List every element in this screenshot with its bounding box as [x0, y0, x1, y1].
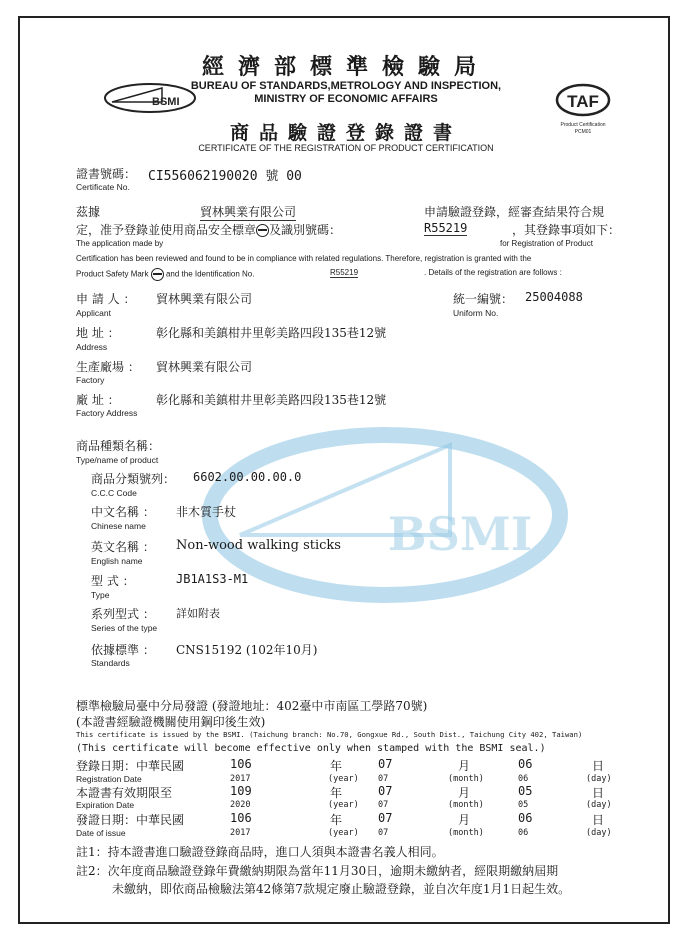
standards-label-en: Standards	[91, 658, 130, 668]
certificate-title-en: CERTIFICATE OF THE REGISTRATION OF PRODUCT CERTIFICATION	[198, 143, 494, 153]
expiration-day-en: (day)	[586, 800, 612, 810]
bureau-name-en	[0, 80, 692, 106]
factory-address-value: 彰化縣和美鎮柑井里彰美路四段135巷12號	[156, 393, 387, 407]
safety-mark-icon	[256, 224, 269, 237]
note-2-label: 註2：	[76, 864, 108, 878]
standards-label: 依據標準 ：	[91, 643, 155, 657]
issue-month: 07	[378, 811, 393, 825]
issue-year-unit: 年	[330, 813, 343, 827]
factory-value: 貿林興業有限公司	[156, 360, 253, 374]
intro-company	[200, 203, 296, 221]
intro-id-code-text: R55219	[424, 221, 468, 235]
ccc-label-en: C.C.C Code	[91, 488, 137, 498]
issue-year-ad: 2017	[230, 828, 251, 838]
expiration-month: 07	[378, 784, 393, 798]
registration-day: 06	[518, 757, 533, 771]
address-value: 彰化縣和美鎮柑井里彰美路四段135巷12號	[156, 326, 387, 340]
expiration-month-unit: 月	[458, 786, 471, 800]
expiration-date-label-en: Expiration Date	[76, 800, 135, 810]
issue-day-unit: 日	[592, 813, 605, 827]
ccc-label: 商品分類號列：	[91, 472, 176, 486]
expiration-date-label: 本證書有效期限至	[76, 786, 173, 800]
taf-logo-sub1: Product Certification	[560, 122, 606, 128]
expiration-year-en: (year)	[328, 800, 359, 810]
english-name-label: 英文名稱 ：	[91, 540, 155, 554]
issue-day: 06	[518, 811, 533, 825]
cert-no-label: 證書號碼：	[76, 167, 137, 181]
intro-line1-end: 申請驗證登錄，經審查結果符合規	[424, 205, 605, 219]
product-type-label: 商品種類名稱：	[76, 439, 161, 453]
note-1-text: 持本證書進口驗證登錄商品時，進口人須與本證書名義人相同。	[107, 845, 444, 859]
intro-line2-end: ，其登錄事項如下：	[512, 223, 621, 237]
factory-address-label: 廠 址 ：	[76, 393, 120, 407]
intro-en3	[76, 268, 254, 281]
note-1-label: 註1：	[76, 845, 108, 859]
uniform-label: 統一編號：	[453, 292, 514, 306]
bsmi-watermark-text: BSMI	[387, 507, 533, 561]
uniform-label-en: Uniform No.	[453, 308, 499, 318]
intro-en3-c	[330, 268, 358, 278]
model-value: JB1A1S3-M1	[176, 572, 249, 586]
series-value: 詳如附表	[176, 607, 220, 620]
expiration-month-en: (month)	[448, 800, 484, 810]
issuer-line4: (This certificate will become effective only when stamped with the BSMI seal.)	[76, 743, 546, 754]
issue-date-label-en: Date of issue	[76, 828, 126, 838]
product-type-label-en: Type/name of product	[76, 455, 159, 465]
registration-month-2: 07	[378, 774, 389, 784]
bureau-name-en-line1: BUREAU OF STANDARDS,METROLOGY AND INSPECTION,	[190, 80, 502, 92]
registration-year-ad: 2017	[230, 774, 251, 784]
expiration-day-2: 05	[518, 800, 529, 810]
cert-no-value: CI556062190020 號 00	[148, 169, 302, 184]
issue-day-2: 06	[518, 828, 529, 838]
taf-logo-sub2: PCM01	[574, 129, 592, 135]
intro-line2-a: 定，准予登錄並使用商品安全標章	[76, 223, 257, 237]
factory-address-label-en: Factory Address	[76, 408, 138, 418]
safety-mark-icon-en	[151, 268, 164, 281]
expiration-year-ad: 2020	[230, 800, 251, 810]
intro-en2: Certification has been reviewed and found to be in compliance with related regulations. Therefore, registration is granted with the	[76, 254, 532, 263]
expiration-year-roc: 109	[230, 784, 252, 798]
english-name-value: Non-wood walking sticks	[176, 538, 341, 553]
series-label: 系列型式 ：	[91, 607, 155, 621]
series-label-en: Series of the type	[91, 623, 158, 633]
address-label: 地 址 ：	[76, 326, 120, 340]
note-2-text-a: 次年度商品驗證登錄年費繳納期限為當年11月30日，逾期未繳納者，經限期繳納屆期	[107, 864, 559, 878]
bureau-name-en-line2: MINISTRY OF ECONOMIC AFFAIRS	[254, 93, 438, 105]
applicant-value: 貿林興業有限公司	[156, 292, 253, 306]
chinese-name-value: 非木質手杖	[176, 505, 237, 519]
registration-year-roc: 106	[230, 757, 252, 771]
issue-year-roc: 106	[230, 811, 252, 825]
applicant-label-en: Applicant	[76, 308, 111, 318]
issuer-line1: 標準檢驗局臺中分局發證 (發證地址：402臺中市南區工學路70號)	[76, 699, 428, 713]
chinese-name-label: 中文名稱 ：	[91, 505, 155, 519]
registration-year-en: (year)	[328, 774, 359, 784]
issuer-line2: (本證書經驗證機關使用鋼印後生效)	[76, 715, 266, 729]
issuer-line3: This certificate is issued by the BSMI. (Taichung branch: No.70, Gongxue Rd., South Dist., Taichung City 402, Taiwan)	[76, 730, 583, 739]
issue-month-en: (month)	[448, 828, 484, 838]
uniform-value: 25004088	[525, 290, 583, 304]
registration-month: 07	[378, 757, 393, 771]
factory-label: 生產廠場 ：	[76, 360, 140, 374]
model-label: 型 式 ：	[91, 574, 135, 588]
issue-month-2: 07	[378, 828, 389, 838]
address-label-en: Address	[76, 342, 108, 352]
intro-en3-a: Product Safety Mark	[76, 269, 149, 279]
issue-year-en: (year)	[328, 828, 359, 838]
registration-day-en: (day)	[586, 774, 612, 784]
applicant-label: 申 請 人 ：	[76, 292, 136, 306]
note-1	[76, 843, 444, 860]
registration-month-unit: 月	[458, 759, 471, 773]
expiration-day-unit: 日	[592, 786, 605, 800]
taf-logo-text: TAF	[567, 92, 599, 111]
model-label-en: Type	[91, 590, 110, 600]
intro-hereby: 茲據	[76, 205, 101, 219]
intro-en3-d: . Details of the registration are follows :	[424, 268, 562, 277]
bsmi-watermark	[200, 425, 570, 605]
intro-en1-a: The application made by	[76, 239, 164, 248]
intro-line2-b: 及識別號碼：	[269, 223, 342, 237]
intro-company-text: 貿林興業有限公司	[200, 205, 297, 219]
expiration-year-unit: 年	[330, 786, 343, 800]
factory-label-en: Factory	[76, 375, 105, 385]
note-2-text-b: 未繳納，即依商品檢驗法第42條第7款規定廢止驗證登錄，並自次年度1月1日起生效。	[112, 882, 571, 896]
registration-year-unit: 年	[330, 759, 343, 773]
issue-date-label: 發證日期：中華民國	[76, 813, 185, 827]
registration-date-label-en: Registration Date	[76, 774, 142, 784]
english-name-label-en: English name	[91, 556, 143, 566]
bureau-name-cn: 經濟部標準檢驗局	[201, 54, 490, 80]
cert-no-label-en: Certificate No.	[76, 182, 130, 192]
issue-day-en: (day)	[586, 828, 612, 838]
certificate-title-cn: 商品驗證登錄證書	[229, 122, 462, 144]
issue-month-unit: 月	[458, 813, 471, 827]
intro-id-code	[424, 221, 467, 236]
intro-line2-start	[76, 221, 341, 238]
registration-day-unit: 日	[592, 759, 605, 773]
expiration-month-2: 07	[378, 800, 389, 810]
standards-value: CNS15192 (102年10月)	[176, 643, 318, 657]
registration-day-2: 06	[518, 774, 529, 784]
chinese-name-label-en: Chinese name	[91, 521, 146, 531]
intro-en3-c-text: R55219	[330, 268, 359, 277]
intro-en1-b: for Registration of Product	[500, 239, 593, 248]
expiration-day: 05	[518, 784, 533, 798]
note-2	[76, 862, 558, 879]
registration-date-label: 登錄日期：中華民國	[76, 759, 185, 773]
intro-en3-b: and the Identification No.	[165, 269, 255, 279]
bsmi-logo-text: BSMI	[152, 96, 180, 108]
ccc-value: 6602.00.00.00.0	[193, 470, 302, 484]
registration-month-en: (month)	[448, 774, 484, 784]
